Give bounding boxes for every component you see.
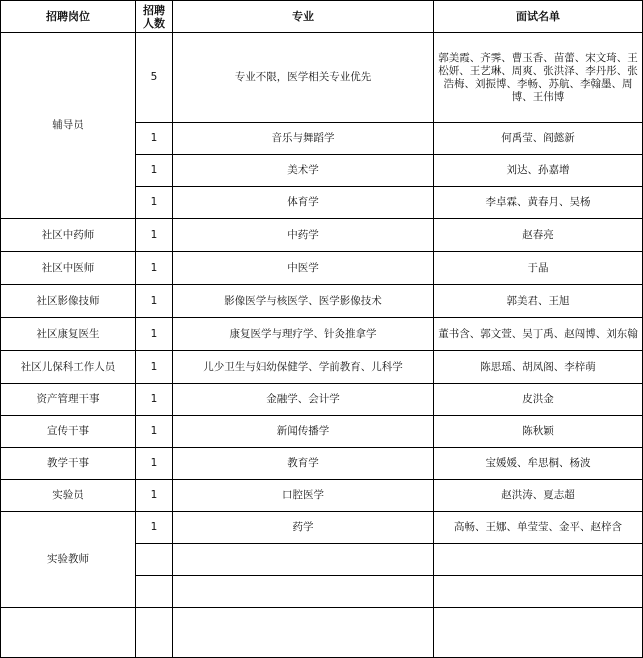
header-row [1, 1, 643, 33]
major-cell: 中药学 [173, 219, 434, 252]
header-major: 专业 [173, 1, 434, 33]
names-cell: 皮洪金 [434, 384, 643, 416]
count-cell: 1 [136, 285, 173, 318]
position-cell: 宣传干事 [1, 416, 136, 448]
names-cell: 陈思瑶、胡凤阁、李梓萌 [434, 351, 643, 384]
names-cell: 董书含、郭文萱、吴丁禹、赵闯博、刘东翰 [434, 318, 643, 351]
major-cell: 康复医学与理疗学、针灸推拿学 [173, 318, 434, 351]
major-cell [173, 544, 434, 576]
table-row [1, 416, 643, 448]
names-cell: 郭美霞、齐霁、曹玉香、苗蕾、宋文琦、王松妍、王艺琳、周爽、张洪泽、李丹彤、张浩梅、刘振博、李畅、苏航、李翰墨、周博、王伟博 [434, 33, 643, 123]
count-cell: 1 [136, 252, 173, 285]
names-cell: 陈秋颖 [434, 416, 643, 448]
names-cell: 宝媛媛、牟思桐、杨波 [434, 448, 643, 480]
position-cell: 社区中药师 [1, 219, 136, 252]
names-cell: 赵春亮 [434, 219, 643, 252]
major-cell: 影像医学与核医学、医学影像技术 [173, 285, 434, 318]
count-cell: 1 [136, 155, 173, 187]
names-cell: 于晶 [434, 252, 643, 285]
major-cell: 教育学 [173, 448, 434, 480]
major-cell [173, 576, 434, 608]
names-cell: 高畅、王娜、单莹莹、金平、赵梓含 [434, 512, 643, 544]
count-cell: 1 [136, 480, 173, 512]
table-row [1, 448, 643, 480]
position-cell: 社区儿保科工作人员 [1, 351, 136, 384]
table-row [1, 384, 643, 416]
header-names: 面试名单 [434, 1, 643, 33]
table-row [1, 512, 643, 544]
count-cell: 1 [136, 123, 173, 155]
major-cell: 专业不限，医学相关专业优先 [173, 33, 434, 123]
major-cell: 儿少卫生与妇幼保健学、学前教育、儿科学 [173, 351, 434, 384]
table-row [1, 480, 643, 512]
names-cell: 郭美君、王旭 [434, 285, 643, 318]
header-count: 招聘人数 [136, 1, 173, 33]
names-cell: 何禹莹、阎懿新 [434, 123, 643, 155]
table-row [1, 351, 643, 384]
count-cell: 1 [136, 351, 173, 384]
count-cell: 1 [136, 512, 173, 544]
count-cell: 1 [136, 384, 173, 416]
major-cell: 体育学 [173, 187, 434, 219]
names-cell: 刘达、孙嘉增 [434, 155, 643, 187]
count-cell: 1 [136, 219, 173, 252]
table-row [1, 33, 643, 123]
position-cell: 社区康复医生 [1, 318, 136, 351]
count-cell: 5 [136, 33, 173, 123]
table-row [1, 252, 643, 285]
count-cell: 1 [136, 448, 173, 480]
position-cell: 社区中医师 [1, 252, 136, 285]
count-cell [136, 544, 173, 576]
names-cell: 李卓霖、黄春月、吴杨 [434, 187, 643, 219]
count-cell [136, 608, 173, 658]
table-row [1, 318, 643, 351]
table-row [1, 219, 643, 252]
names-cell [434, 544, 643, 576]
position-cell: 社区影像技师 [1, 285, 136, 318]
count-cell: 1 [136, 318, 173, 351]
position-cell: 实验员 [1, 480, 136, 512]
major-cell [173, 608, 434, 658]
position-cell: 教学干事 [1, 448, 136, 480]
position-cell: 资产管理干事 [1, 384, 136, 416]
major-cell: 药学 [173, 512, 434, 544]
major-cell: 口腔医学 [173, 480, 434, 512]
table-row [1, 608, 643, 658]
names-cell [434, 608, 643, 658]
position-cell: 实验教师 [1, 512, 136, 608]
header-position: 招聘岗位 [1, 1, 136, 33]
major-cell: 中医学 [173, 252, 434, 285]
count-cell: 1 [136, 187, 173, 219]
count-cell [136, 576, 173, 608]
major-cell: 金融学、会计学 [173, 384, 434, 416]
table-row [1, 285, 643, 318]
count-cell: 1 [136, 416, 173, 448]
names-cell [434, 576, 643, 608]
position-cell [1, 608, 136, 658]
major-cell: 音乐与舞蹈学 [173, 123, 434, 155]
major-cell: 美术学 [173, 155, 434, 187]
names-cell: 赵洪涛、夏志超 [434, 480, 643, 512]
position-cell: 辅导员 [1, 33, 136, 219]
major-cell: 新闻传播学 [173, 416, 434, 448]
